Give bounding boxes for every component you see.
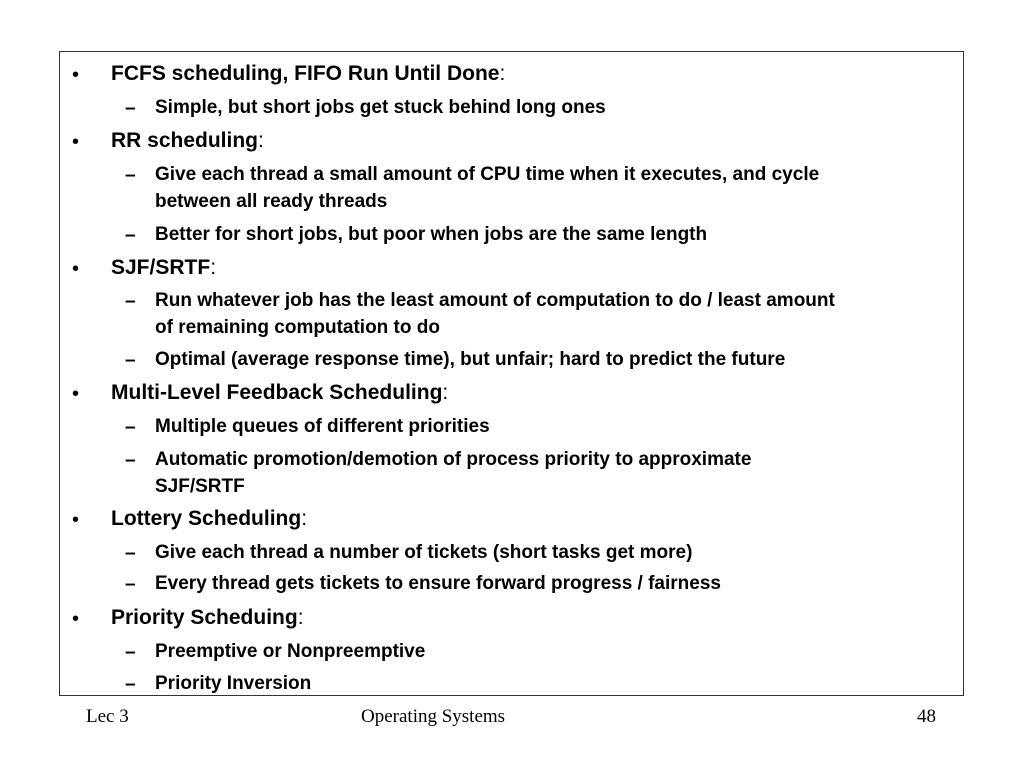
- bullet-marker: •: [72, 383, 80, 405]
- footer-course: Operating Systems: [361, 706, 506, 727]
- bullet-heading-text: RR scheduling: [111, 129, 259, 152]
- footer-lecture: Lec 3: [86, 706, 129, 727]
- bullet-heading-text: Lottery Scheduling: [111, 507, 302, 530]
- bullet-marker: •: [72, 608, 80, 630]
- bullet-heading-colon: :: [499, 62, 506, 85]
- sub-bullet-text: Give each thread a small amount of CPU time when it executes, and cycle: [155, 164, 820, 185]
- sub-bullet-text: Run whatever job has the least amount of computation to do / least amount: [155, 290, 835, 311]
- sub-bullet-dash: –: [125, 417, 136, 438]
- bullet-heading: [111, 62, 505, 86]
- footer-page-number: 48: [917, 706, 936, 727]
- sub-bullet-dash: –: [125, 165, 136, 186]
- sub-bullet-text: Optimal (average response time), but unfair; hard to predict the future: [155, 349, 786, 370]
- sub-bullet-text: Every thread gets tickets to ensure forward progress / fairness: [155, 573, 721, 594]
- sub-bullet-dash: –: [125, 674, 136, 695]
- bullet-heading-colon: :: [301, 507, 308, 530]
- bullet-heading-colon: :: [258, 129, 264, 152]
- sub-bullet-text: Preemptive or Nonpreemptive: [155, 641, 426, 662]
- sub-bullet-text: Priority Inversion: [155, 673, 312, 694]
- sub-bullet-dash: –: [125, 450, 136, 471]
- sub-bullet-text: Better for short jobs, but poor when jobs are the same length: [155, 224, 708, 245]
- sub-bullet-dash: –: [125, 291, 136, 312]
- bullet-marker: •: [72, 258, 80, 280]
- sub-bullet-dash: –: [125, 350, 136, 371]
- bullet-heading: [111, 606, 304, 630]
- sub-bullet-text: between all ready threads: [155, 191, 388, 212]
- sub-bullet-dash: –: [125, 98, 136, 119]
- bullet-heading-text: SJF/SRTF: [111, 256, 211, 279]
- sub-bullet-text: Simple, but short jobs get stuck behind long ones: [155, 97, 606, 118]
- sub-bullet-text: Automatic promotion/demotion of process priority to approximate: [155, 449, 752, 470]
- bullet-heading-colon: :: [210, 256, 217, 279]
- bullet-heading-text: Multi-Level Feedback Scheduling: [111, 381, 443, 404]
- sub-bullet-dash: –: [125, 642, 136, 663]
- sub-bullet-dash: –: [125, 543, 136, 564]
- bullet-heading: [111, 507, 307, 531]
- bullet-heading: [111, 256, 216, 280]
- sub-bullet-text: of remaining computation to do: [155, 317, 440, 338]
- sub-bullet-text: Give each thread a number of tickets (short tasks get more): [155, 542, 693, 563]
- sub-bullet-dash: –: [125, 574, 136, 595]
- bullet-heading: [111, 129, 264, 153]
- bullet-heading-text: Priority Scheduing: [111, 606, 298, 629]
- sub-bullet-text: Multiple queues of different priorities: [155, 416, 490, 437]
- sub-bullet-text: SJF/SRTF: [155, 476, 245, 497]
- bullet-marker: •: [72, 64, 80, 86]
- bullet-heading: [111, 381, 448, 405]
- bullet-marker: •: [72, 131, 80, 153]
- sub-bullet-dash: –: [125, 225, 136, 246]
- bullet-marker: •: [72, 509, 80, 531]
- bullet-heading-colon: :: [442, 381, 449, 404]
- bullet-heading-text: FCFS scheduling, FIFO Run Until Done: [111, 62, 500, 85]
- bullet-heading-colon: :: [297, 606, 304, 629]
